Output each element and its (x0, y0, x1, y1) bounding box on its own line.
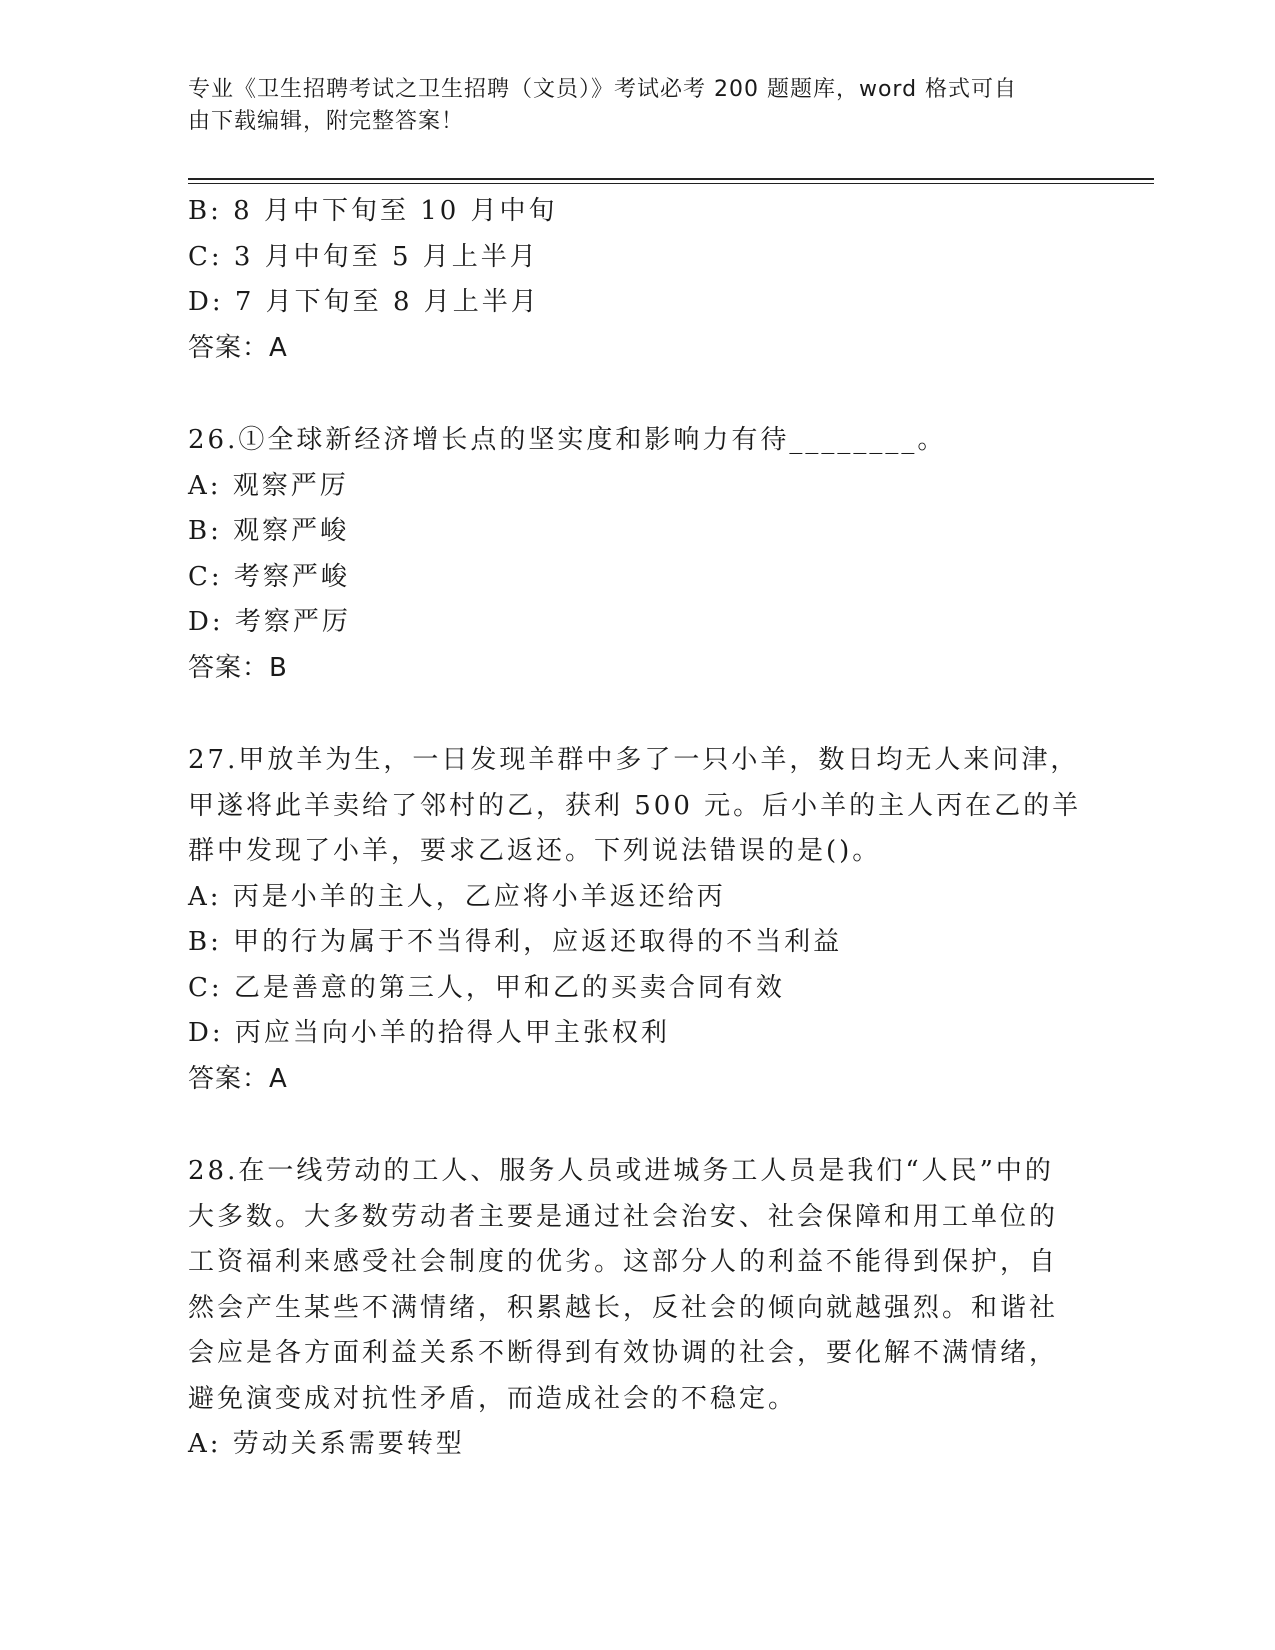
question-stem-line: 避免演变成对抗性矛盾，而造成社会的不稳定。 (188, 1383, 798, 1414)
header-line-2: 由下载编辑，附完整答案！ (188, 109, 465, 134)
question-25-continued (188, 189, 1088, 371)
question-stem-line: 甲遂将此羊卖给了邻村的乙，获利 500 元。后小羊的主人丙在乙的羊 (188, 790, 1082, 821)
answer-label: 答案：B (188, 652, 288, 683)
option-b: B: 甲的行为属于不当得利，应返还取得的不当利益 (188, 927, 843, 957)
option-a: A: 丙是小羊的主人，乙应将小羊返还给丙 (188, 881, 726, 912)
answer-label: 答案：A (188, 1063, 288, 1094)
header-rule-thin (188, 183, 1154, 184)
question-stem-line: 会应是各方面利益关系不断得到有效协调的社会，要化解不满情绪， (188, 1338, 1059, 1368)
question-27 (188, 738, 1088, 1102)
answer-label: 答案：A (188, 332, 288, 363)
question-26 (188, 418, 1088, 691)
header-rule-thick (188, 178, 1154, 180)
question-list (188, 189, 1088, 1468)
question-stem: 26.①全球新经济增长点的坚实度和影响力有待________。 (188, 425, 947, 455)
option-c: C: 3 月中旬至 5 月上半月 (188, 241, 539, 272)
question-stem-line: 大多数。大多数劳动者主要是通过社会治安、社会保障和用工单位的 (188, 1201, 1059, 1232)
question-28 (188, 1149, 1088, 1468)
option-b: B: 观察严峻 (188, 516, 350, 546)
header-line-1: 专业《卫生招聘考试之卫生招聘（文员）》考试必考 200 题题库，word 格式可自 (188, 77, 1018, 102)
question-stem-line: 28.在一线劳动的工人、服务人员或进城务工人员是我们“人民”中的 (188, 1156, 1054, 1186)
question-stem-line: 然会产生某些不满情绪，积累越长，反社会的倾向就越强烈。和谐社 (188, 1292, 1059, 1323)
option-c: C: 考察严峻 (188, 561, 350, 592)
option-b: B: 8 月中下旬至 10 月中旬 (188, 196, 558, 226)
question-stem-line: 27.甲放羊为生，一日发现羊群中多了一只小羊，数日均无人来问津， (188, 745, 1080, 775)
option-d: D: 丙应当向小羊的拾得人甲主张权利 (188, 1018, 670, 1048)
question-stem-line: 工资福利来感受社会制度的优劣。这部分人的利益不能得到保护，自 (188, 1247, 1059, 1277)
option-c: C: 乙是善意的第三人，甲和乙的买卖合同有效 (188, 972, 785, 1003)
document-header (188, 74, 1068, 138)
option-d: D: 7 月下旬至 8 月上半月 (188, 287, 540, 317)
question-stem-line: 群中发现了小羊，要求乙返还。下列说法错误的是()。 (188, 836, 882, 866)
option-a: A: 观察严厉 (188, 470, 349, 501)
option-a: A: 劳动关系需要转型 (188, 1429, 465, 1459)
option-d: D: 考察严厉 (188, 607, 351, 637)
